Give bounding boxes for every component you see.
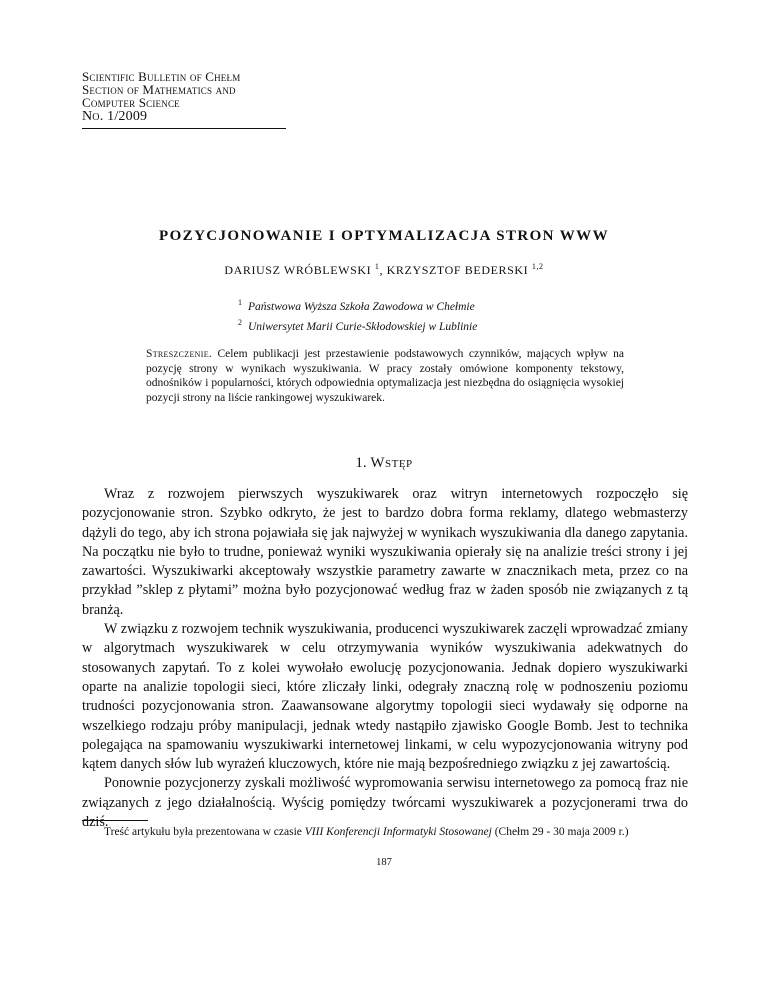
- journal-section-cont: Computer Science: [82, 95, 180, 110]
- body-text: [82, 485, 688, 832]
- author-2: KRZYSZTOF BEDERSKI: [386, 263, 529, 277]
- affiliation-2-text: Uniwersytet Marii Curie-Skłodowskiej w Lublinie: [248, 320, 478, 333]
- paragraph-3: Ponownie pozycjonerzy zyskali możliwość wypromowania serwisu internetowego za pomocą fraz nie związanych z jego działalnością. Wyścig pomiędzy twórcami wyszukiwarek a pozycjonerami trwa do dziś.: [82, 775, 688, 831]
- author-1-affil: 1: [374, 262, 380, 271]
- paragraph-2: W związku z rozwojem technik wyszukiwania, producenci wyszukiwarek zaczęli wprowadzać zmiany w algorytmach wyszukiwarek w celu otrzymywania wyników wyszukiwania adekwatnych do stosowanych zapytań. To z kolei wywołało ewolucję pozycjonowania. Jednak dopiero wyszukiwarki oparte na analizie topologii sieci, które zliczały linki, odegrały znaczną rolę w podnoszeniu poziomu trudności pozycjonowania stron. Zaawansowane algorytmy topologii sieci wydawały się odporne na wszelkiego rodzaju próby manipulacji, jednak wtedy nastąpiło zjawisko Google Bomb. Jest to technika polegająca na spamowaniu wyszukiwarki internetowej linkami, w celu wypozycjonowania witryny pod kątem danych słów lub wyrażeń kluczowych, które nie mają bezpośredniego związku z jej zawartością.: [82, 621, 688, 773]
- section-title: Wstęp: [370, 455, 413, 471]
- affiliations: [238, 295, 477, 335]
- abstract-label: Streszczenie.: [146, 348, 213, 360]
- footnote-before: Treść artykułu była prezentowana w czasie: [104, 826, 305, 838]
- paragraph-1: Wraz z rozwojem pierwszych wyszukiwarek oraz witryn internetowych rozpoczęło się pozycjonowanie stron. Szybko odkryto, że jest to bardzo dobra forma reklamy, dlatego webmasterzy dążyli do tego, aby ich strona pojawiała się jak najwyżej w wynikach wyszukiwania dla danego zapytania. Na początku nie było to trudne, ponieważ wyniki wyszukiwania opierały się na analizie treści strony i jej zawartości. Wyszukiwarki akceptowały wszystkie parametry zawarte w znacznikach meta, przez co na przykład ”sklep z płytami” można było pozycjonować według fraz w żaden sposób nie związanych z tą branżą.: [82, 486, 688, 618]
- footnote-after: (Chełm 29 - 30 maja 2009 r.): [491, 826, 629, 838]
- author-separator: ,: [379, 263, 387, 277]
- journal-rule: [82, 128, 286, 129]
- affiliation-1-num: 1: [238, 298, 242, 307]
- journal-section: Section of Mathematics and: [82, 82, 236, 97]
- section-number: 1.: [355, 455, 367, 471]
- authors: [0, 262, 768, 278]
- abstract: [146, 347, 624, 405]
- abstract-text: Celem publikacji jest przestawienie podstawowych czynników, mających wpływ na pozycję strony w wynikach wyszukiwania. W pracy zostały omówione komponenty tekstowy, odnośników i popularności, których odpowiednia optymalizacja jest niezbędna do osiągnięcia wysokiej pozycji strony na liście rankingowej wyszukiwarek.: [146, 348, 624, 404]
- paper-title: POZYCJONOWANIE I OPTYMALIZACJA STRON WWW: [159, 228, 609, 244]
- affiliation-2-num: 2: [238, 317, 242, 327]
- affiliation-2: [238, 315, 477, 335]
- author-1: DARIUSZ WRÓBLEWSKI: [224, 263, 372, 277]
- footnote-conference: VIII Konferencji Informatyki Stosowanej: [304, 826, 492, 838]
- footnote-rule: [82, 820, 148, 821]
- author-2-affil: 1,2: [531, 262, 544, 271]
- journal-name: Scientific Bulletin of Chełm: [82, 69, 241, 84]
- journal-issue: No. 1/2009: [82, 109, 148, 124]
- journal-header: [82, 70, 286, 129]
- affiliation-1: [238, 295, 477, 315]
- section-heading: [0, 455, 768, 472]
- footnote: [82, 825, 688, 840]
- page-number: 187: [376, 857, 392, 868]
- affiliation-1-text: Państwowa Wyższa Szkoła Zawodowa w Chełmie: [248, 300, 475, 313]
